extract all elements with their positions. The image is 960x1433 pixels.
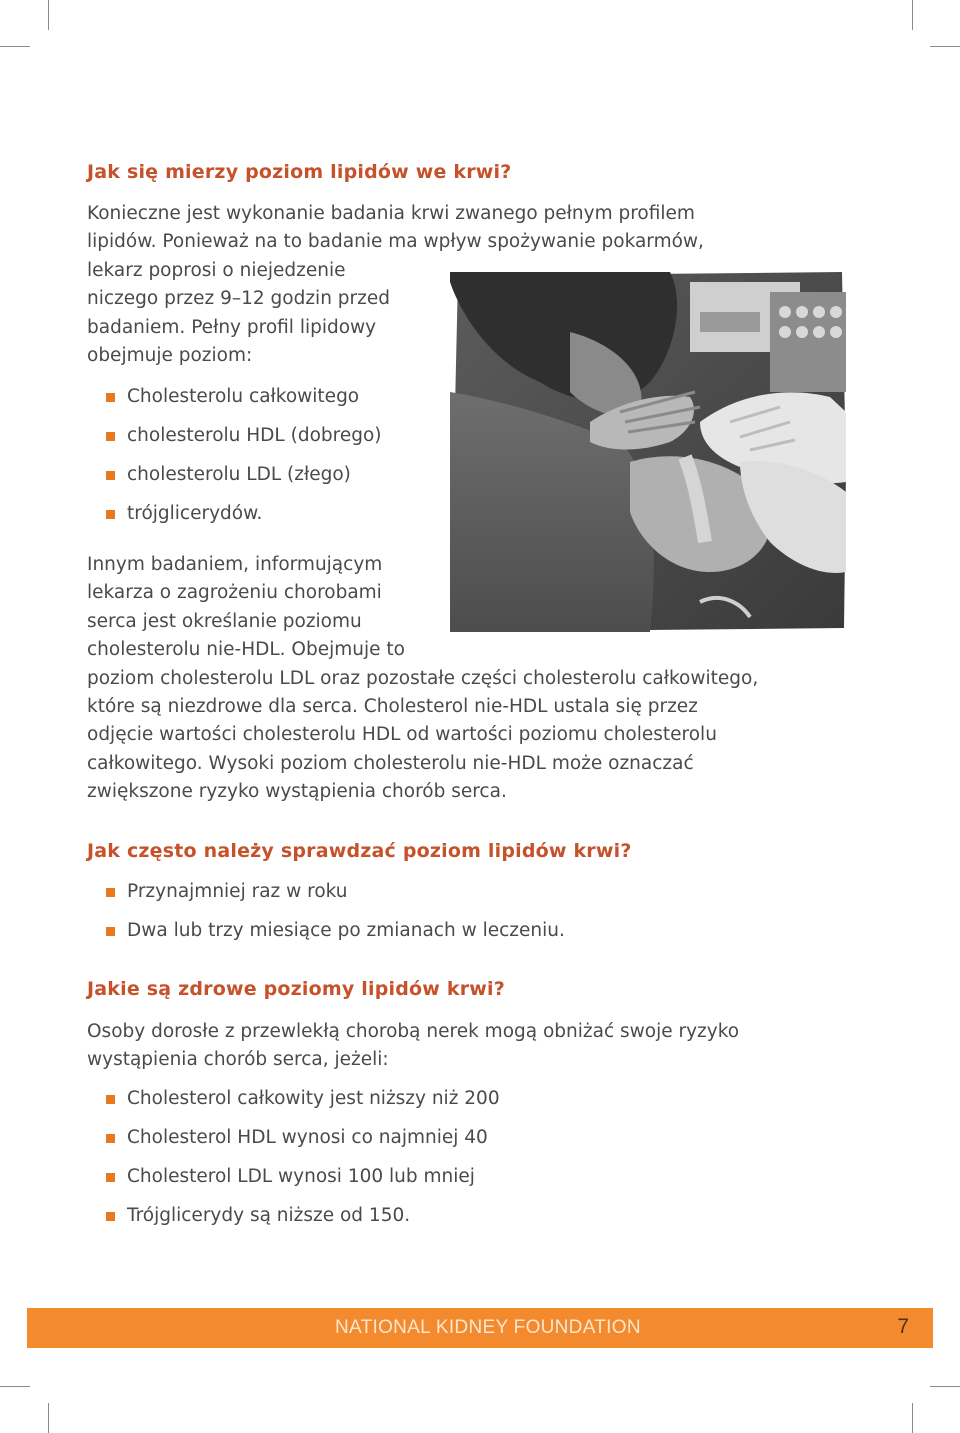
bullet-square-icon [106, 888, 115, 897]
blood-test-photo [450, 272, 846, 632]
bullet-square-icon [106, 1212, 115, 1221]
lipid-profile-list [106, 384, 382, 527]
text-line: Innym badaniem, informującym [87, 554, 383, 575]
crop-mark [912, 1403, 913, 1433]
list-item: Cholesterol HDL wynosi co najmniej 40 [106, 1125, 500, 1151]
crop-mark [48, 0, 49, 30]
list-item: Trójglicerydy są niższe od 150. [106, 1203, 500, 1229]
crop-mark [0, 46, 30, 47]
bullet-square-icon [106, 1095, 115, 1104]
healthy-levels-list [106, 1086, 500, 1229]
frequency-list [106, 879, 565, 944]
crop-mark [48, 1403, 49, 1433]
page-number: 7 [897, 1315, 909, 1338]
list-item: Cholesterolu całkowitego [106, 384, 382, 410]
bullet-square-icon [106, 1134, 115, 1143]
list-item: Przynajmniej raz w roku [106, 879, 565, 905]
list-item: Dwa lub trzy miesiące po zmianach w leczeniu. [106, 918, 565, 944]
bullet-square-icon [106, 471, 115, 480]
text-line: poziom cholesterolu LDL oraz pozostałe części cholesterolu całkowitego, [87, 667, 759, 689]
text-line: wystąpienia chorób serca, jeżeli: [87, 1049, 389, 1071]
text-line: obejmuje poziom: [87, 345, 253, 367]
list-item: Cholesterol LDL wynosi 100 lub mniej [106, 1164, 500, 1190]
bullet-square-icon [106, 432, 115, 441]
section1-heading: Jak się mierzy poziom lipidów we krwi? [87, 161, 512, 183]
text-line: Konieczne jest wykonanie badania krwi zwanego pełnym profilem [87, 203, 695, 224]
text-line: lekarza o zagrożeniu chorobami [87, 582, 382, 604]
text-line: serca jest określanie poziomu [87, 610, 362, 632]
list-item: cholesterolu HDL (dobrego) [106, 423, 382, 449]
list-item: trójglicerydów. [106, 501, 382, 527]
list-item: cholesterolu LDL (złego) [106, 462, 382, 488]
text-line: lipidów. Ponieważ na to badanie ma wpływ spożywanie pokarmów, [87, 231, 704, 253]
text-line: zwiększone ryzyko wystąpienia chorób serca. [87, 781, 507, 803]
text-line: odjęcie wartości cholesterolu HDL od wartości poziomu cholesterolu [87, 724, 717, 746]
list-item: Cholesterol całkowity jest niższy niż 200 [106, 1086, 500, 1112]
bullet-square-icon [106, 1173, 115, 1182]
section3-heading: Jakie są zdrowe poziomy lipidów krwi? [87, 978, 505, 1000]
text-line: które są niezdrowe dla serca. Cholesterol nie-HDL ustala się przez [87, 696, 698, 718]
footer-bar [27, 1308, 933, 1348]
text-line: niczego przez 9–12 godzin przed [87, 288, 390, 310]
bullet-square-icon [106, 510, 115, 519]
bullet-square-icon [106, 393, 115, 402]
text-line: cholesterolu nie-HDL. Obejmuje to [87, 639, 405, 661]
text-line: Osoby dorosłe z przewlekłą chorobą nerek mogą obniżać swoje ryzyko [87, 1021, 740, 1042]
crop-mark [930, 46, 960, 47]
text-line: lekarz poprosi o niejedzenie [87, 259, 346, 281]
crop-mark [912, 0, 913, 30]
text-line: badaniem. Pełny profil lipidowy [87, 316, 377, 338]
crop-mark [0, 1386, 30, 1387]
text-line: całkowitego. Wysoki poziom cholesterolu nie-HDL może oznaczać [87, 752, 694, 774]
section3-intro [87, 1018, 739, 1075]
footer-org-name: NATIONAL KIDNEY FOUNDATION [335, 1317, 641, 1338]
section2-heading: Jak często należy sprawdzać poziom lipidów krwi? [87, 840, 632, 862]
bullet-square-icon [106, 927, 115, 936]
crop-mark [930, 1386, 960, 1387]
